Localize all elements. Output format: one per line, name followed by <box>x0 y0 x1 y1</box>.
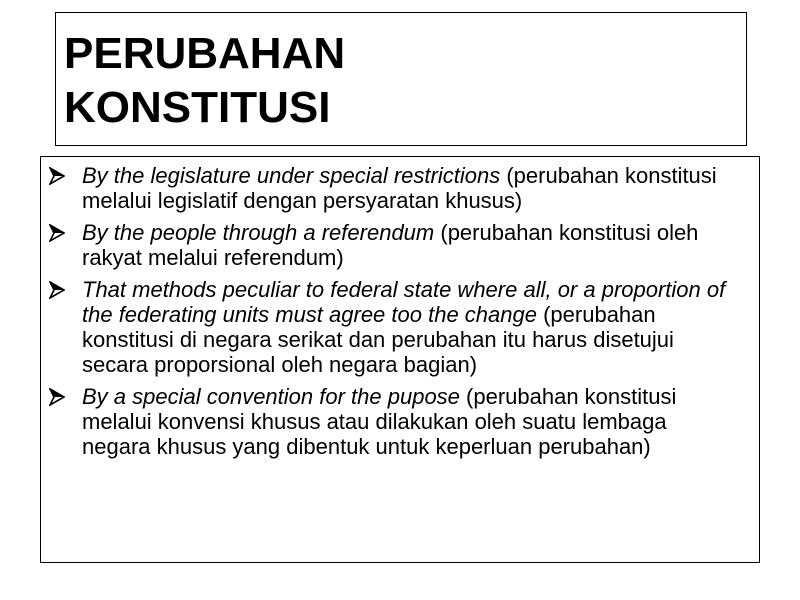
bullet-text <box>82 220 739 270</box>
bullet-item <box>49 220 739 270</box>
bullet-text <box>82 384 739 459</box>
bullet-item <box>49 384 739 459</box>
bullet-english: By the legislature under special restrictions <box>82 163 501 188</box>
arrowhead-bullet-icon <box>49 163 82 188</box>
bullet-text <box>82 163 739 213</box>
bullet-item <box>49 163 739 213</box>
bullet-english: By the people through a referendum <box>82 220 435 245</box>
bullet-list <box>49 163 739 459</box>
bullet-indonesian: (perubahan konstitusi melalui konvensi khusus atau dilakukan oleh suatu lembaga negara khusus yang dibentuk untuk keperluan perubahan) <box>82 384 677 459</box>
bullet-item <box>49 277 739 377</box>
slide-title: PERUBAHAN KONSTITUSI <box>64 29 346 132</box>
bullet-text <box>82 277 739 377</box>
content-box <box>40 156 760 563</box>
title-box <box>55 12 747 146</box>
bullet-english: That methods peculiar to federal state where all, or a proportion of the federating units must agree too the change <box>82 277 726 327</box>
arrowhead-bullet-icon <box>49 384 82 409</box>
bullet-indonesian: (perubahan konstitusi di negara serikat dan perubahan itu harus disetujui secara proporsional oleh negara bagian) <box>82 302 674 377</box>
bullet-indonesian: (perubahan konstitusi melalui legislatif dengan persyaratan khusus) <box>82 163 717 213</box>
arrowhead-bullet-icon <box>49 220 82 245</box>
arrowhead-bullet-icon <box>49 277 82 302</box>
bullet-indonesian: (perubahan konstitusi oleh rakyat melalui referendum) <box>82 220 699 270</box>
bullet-english: By a special convention for the pupose <box>82 384 460 409</box>
